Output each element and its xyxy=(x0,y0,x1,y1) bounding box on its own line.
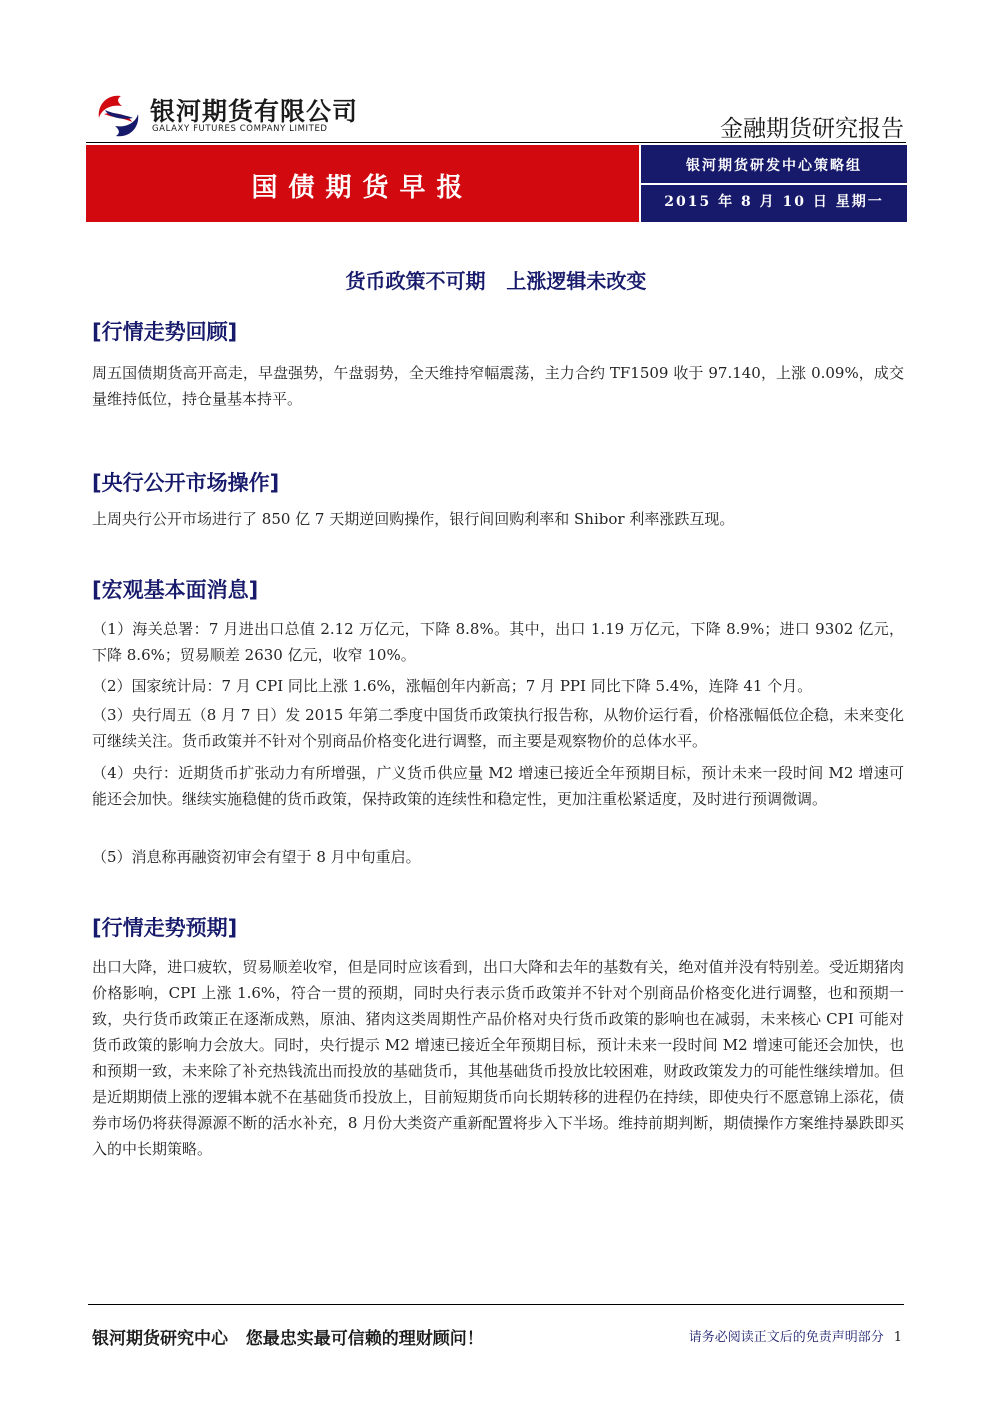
banner-divider xyxy=(641,183,907,185)
section-heading-outlook: [行情走势预期] xyxy=(92,916,238,940)
company-logo xyxy=(94,92,394,140)
report-title: 国债期货早报 xyxy=(251,173,474,203)
disclaimer-note: 请务必阅读正文后的免责声明部分 xyxy=(688,1330,884,1345)
galaxy-logo-icon xyxy=(94,92,144,140)
report-type: 金融期货研究报告 xyxy=(720,116,904,142)
report-date: 2015 年 8 月 10 日 星期一 xyxy=(664,194,884,210)
list-item: （3）央行周五（8 月 7 日）发 2015 年第二季度中国货币政策执行报告称，从物价运行看，价格涨幅低位企稳，未来变化可继续关注。货币政策并不针对个别商品价格变化进行调整，而主要是观察物价的总体水平。 xyxy=(92,706,904,750)
footer-disclaimer xyxy=(689,1326,902,1345)
footer-slogan: 银河期货研究中心 您最忠实最可信赖的理财顾问！ xyxy=(92,1329,484,1349)
section-heading-market-review: [行情走势回顾] xyxy=(92,320,238,344)
banner-title-panel xyxy=(86,145,639,222)
list-item: （5）消息称再融资初审会有望于 8 月中旬重启。 xyxy=(92,848,421,866)
report-banner xyxy=(86,145,907,222)
footer-divider xyxy=(88,1304,904,1305)
list-item: （4）央行：近期货币扩张动力有所增强，广义货币供应量 M2 增速已接近全年预期目标，预计未来一段时间 M2 增速可能还会加快。继续实施稳健的货币政策，保持政策的连续性和稳定性，更加注重松紧适度，及时进行预调微调。 xyxy=(92,764,904,808)
company-name-en: GALAXY FUTURES COMPANY LIMITED xyxy=(152,124,328,134)
list-item: （2）国家统计局：7 月 CPI 同比上涨 1.6%，涨幅创年内新高；7 月 PPI 同比下降 5.4%，连降 41 个月。 xyxy=(92,677,813,695)
paragraph: 周五国债期货高开高走，早盘强势，午盘弱势，全天维持窄幅震荡，主力合约 TF1509 收于 97.140，上涨 0.09%，成交量维持低位，持仓量基本持平。 xyxy=(92,364,904,408)
header-divider xyxy=(86,142,906,143)
page-number: 1 xyxy=(893,1330,902,1345)
paragraph: 上周央行公开市场进行了 850 亿 7 天期逆回购操作，银行间回购利率和 Shibor 利率涨跌互现。 xyxy=(92,510,735,528)
banner-info-panel xyxy=(641,145,907,222)
section-heading-open-market: [央行公开市场操作] xyxy=(92,471,280,495)
paragraph: 出口大降，进口疲软，贸易顺差收窄，但是同时应该看到，出口大降和去年的基数有关，绝对值并没有特别差。受近期猪肉价格影响，CPI 上涨 1.6%，符合一贯的预期，同时央行表示货币政策并不针对个别商品价格变化进行调整，也和预期一致，央行货币政策正在逐渐成熟，原油、猪肉这类周期性产品价格对央行货币政策的影响也在减弱，未来核心 CPI 可能对货币政策的影响力会放大。同时，央行提示 M2 增速已接近全年预期目标，预计未来一段时间 M2 增速可能还会加快，也和预期一致，未来除了补充热钱流出而投放的基础货币，其他基础货币投放比较困难，财政政策发力的可能性继续增加。但是近期期债上涨的逻辑本就不在基础货币投放上，目前短期货币向长期转移的进程仍在持续，即使央行不愿意锦上添花，债券市场仍将获得源源不断的活水补充，8 月份大类资产重新配置将步入下半场。维持前期判断，期债操作方案维持暴跌即买入的中长期策略。 xyxy=(92,958,904,1158)
section-heading-macro-news: [宏观基本面消息] xyxy=(92,578,259,602)
research-team: 银河期货研发中心策略组 xyxy=(686,158,862,174)
company-name-cn: 银河期货有限公司 xyxy=(150,97,359,126)
headline: 货币政策不可期 上涨逻辑未改变 xyxy=(345,269,647,293)
list-item: （1）海关总署：7 月进出口总值 2.12 万亿元，下降 8.8%。其中，出口 1.19 万亿元，下降 8.9%；进口 9302 亿元，下降 8.6%；贸易顺差 2630 亿元，收窄 10%。 xyxy=(92,620,904,664)
